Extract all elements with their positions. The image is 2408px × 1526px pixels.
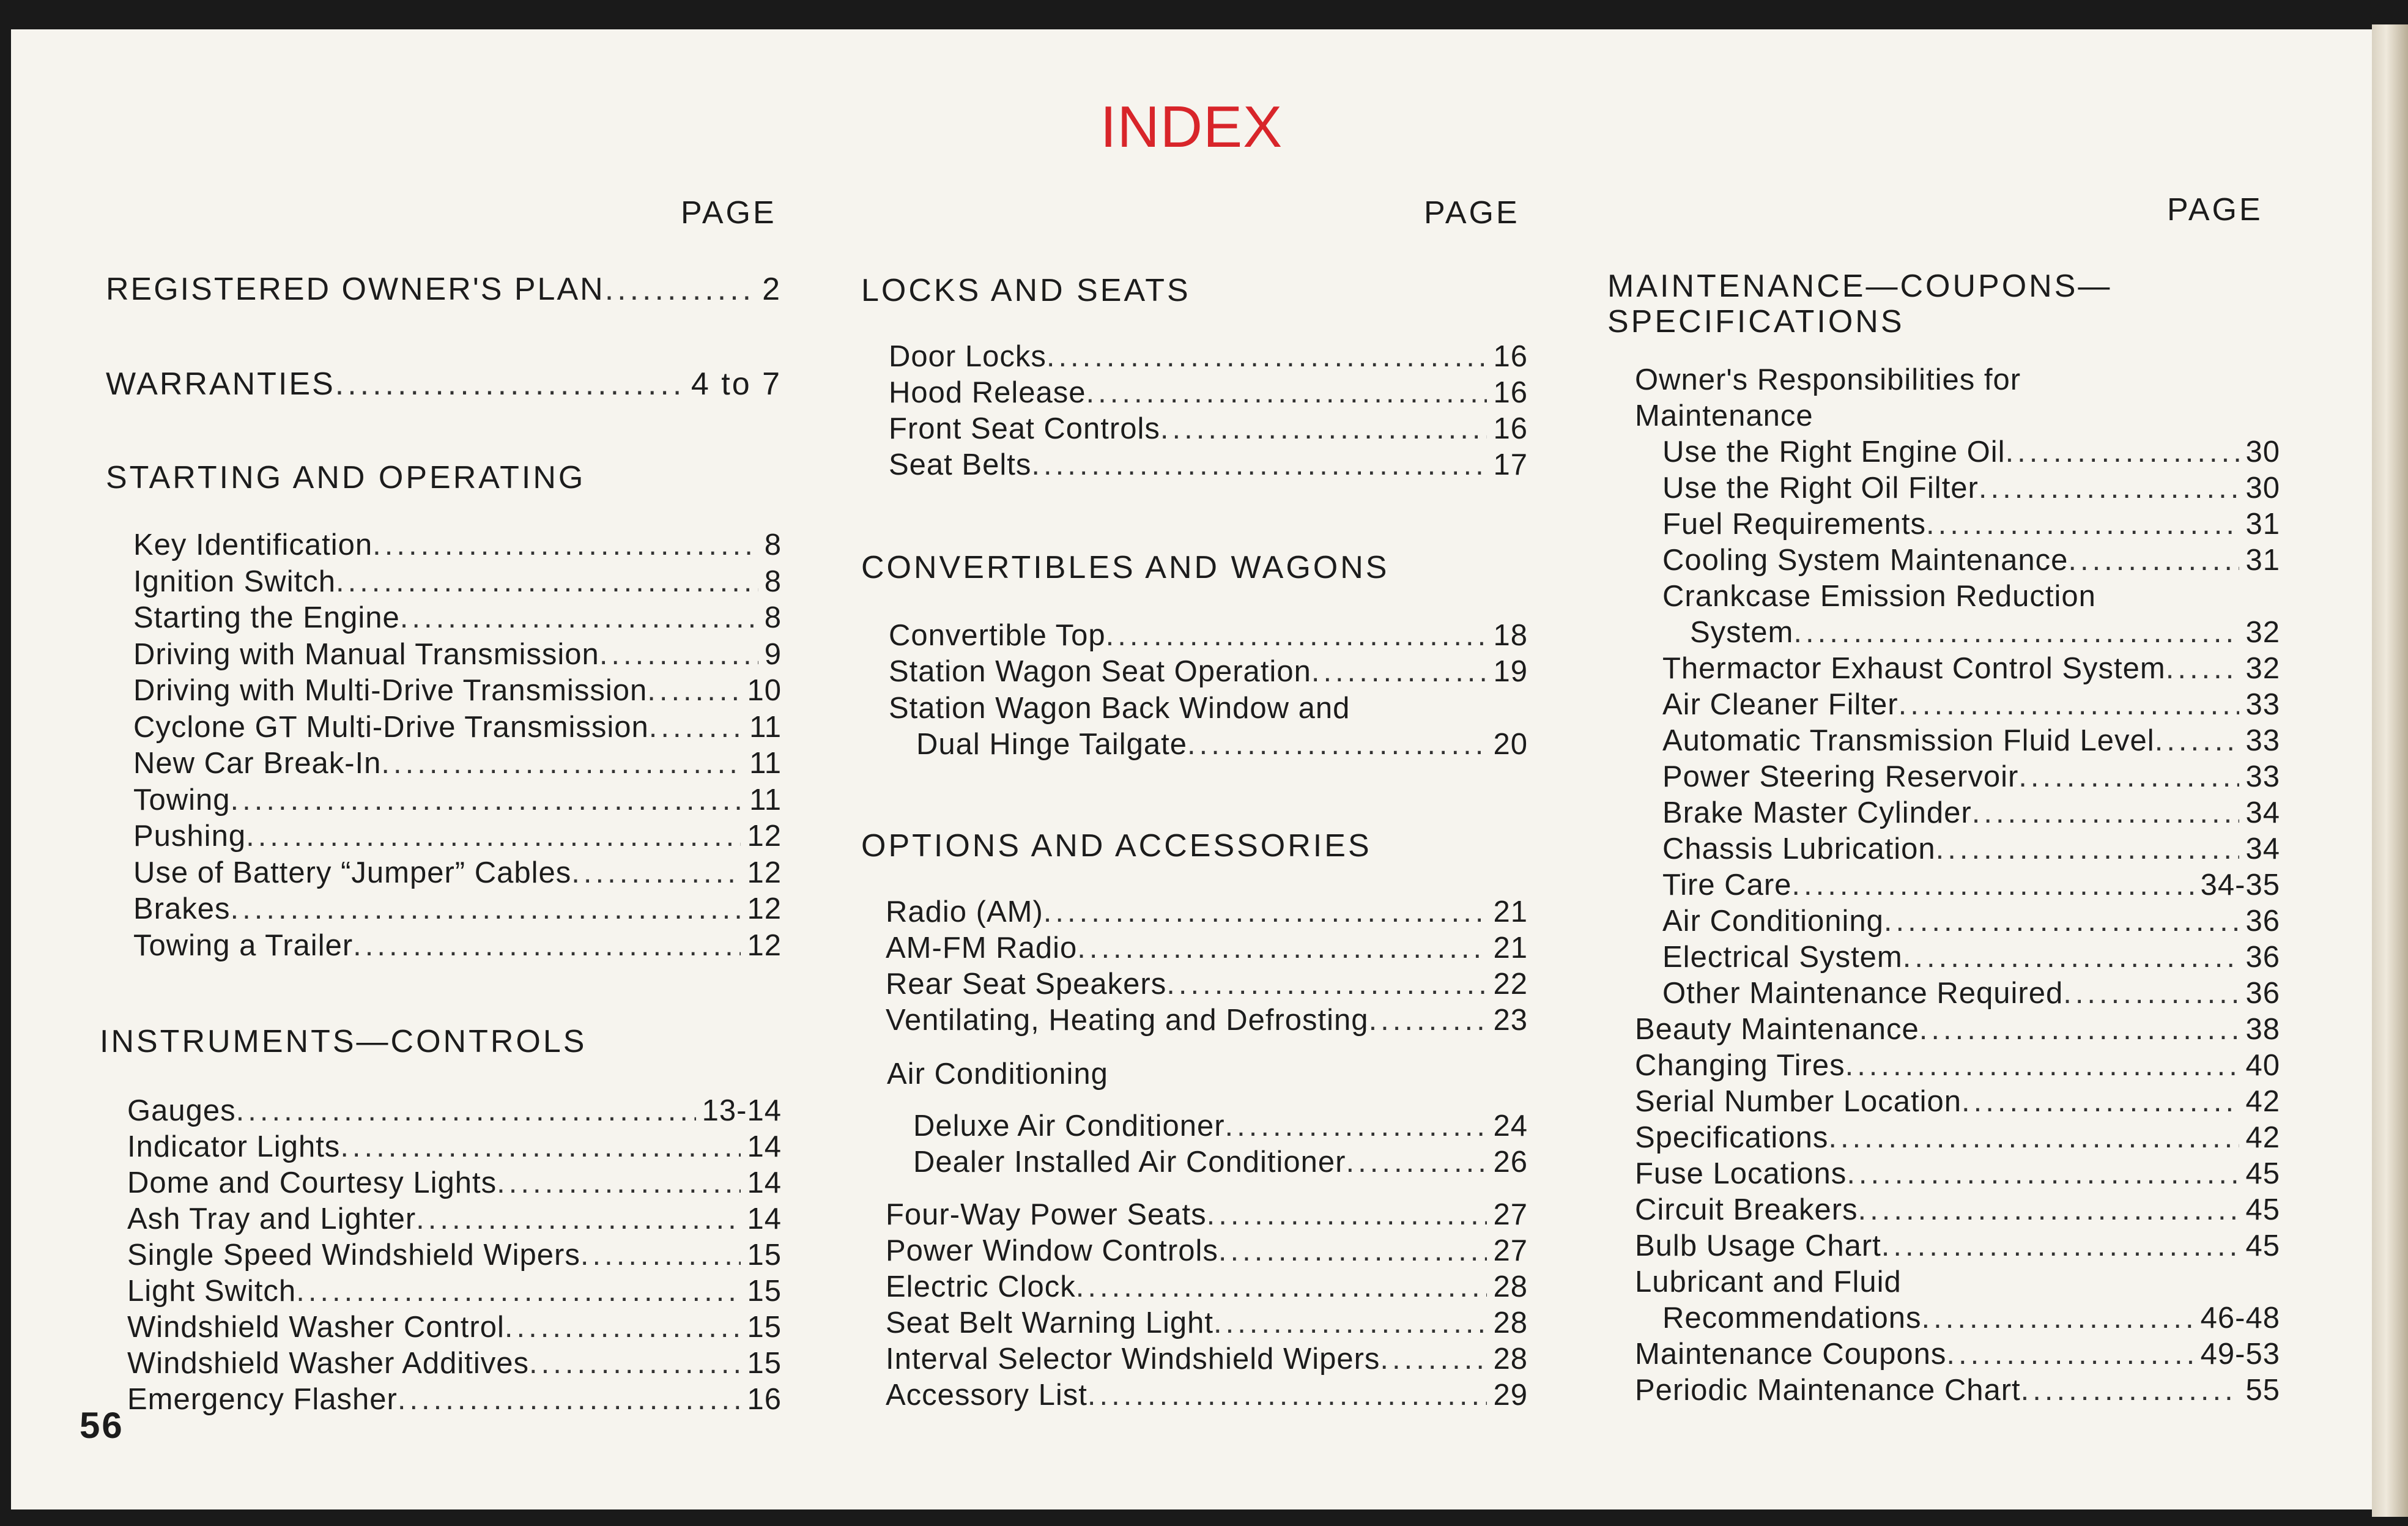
index-entry-page: 34 [2245,796,2280,829]
index-entry-page: 28 [1493,1270,1528,1303]
index-entry-label: Driving with Multi-Drive Transmission [133,674,648,707]
index-entry [1662,760,2280,794]
index-entry [1662,435,2280,469]
index-entry-page: 24 [1493,1109,1528,1143]
index-entry-label: Light Switch [127,1275,297,1308]
index-entry [1662,976,2280,1010]
index-entry-label: Thermactor Exhaust Control System [1662,652,2166,685]
index-entry [1662,940,2280,974]
index-entry [1662,868,2280,902]
index-entry-page: 26 [1493,1146,1528,1179]
index-entry-line: Maintenance [1635,399,1813,432]
index-entry-label: Radio (AM) [886,895,1043,928]
index-entry-label: Fuel Requirements [1662,508,1926,541]
index-entry-page: 14 [747,1130,782,1163]
index-entry-page: 8 [764,528,782,561]
index-entry [886,1003,1528,1037]
index-entry-label: Door Locks [889,340,1047,373]
index-entry-page: 38 [2245,1013,2280,1046]
index-entry-page: 15 [747,1347,782,1380]
index-entry [1662,471,2280,505]
index-entry-page: 30 [2245,472,2280,505]
index-entry-page: 40 [2245,1049,2280,1082]
index-entry-label: Deluxe Air Conditioner [913,1109,1225,1143]
index-entry-page: 16 [1493,340,1528,373]
index-entry-label: Emergency Flasher [127,1383,398,1416]
index-entry-label: Power Steering Reservoir [1662,760,2019,793]
index-entry [1635,1120,2280,1155]
index-entry-page: 12 [747,856,782,889]
section-heading: LOCKS AND SEATS [861,273,1191,308]
index-entry [1662,832,2280,866]
index-entry [1662,543,2280,577]
subsection-heading: Air Conditioning [887,1057,1108,1091]
index-entry [133,928,782,963]
index-entry-label: Cyclone GT Multi-Drive Transmission [133,710,649,744]
index-title: INDEX [1100,94,1283,160]
index-entry [1635,1337,2280,1371]
index-entry-label: Rear Seat Speakers [886,968,1167,1001]
index-entry-label: Ventilating, Heating and Defrosting [886,1004,1369,1037]
index-entry [886,1306,1528,1340]
index-entry-page: 19 [1493,655,1528,688]
index-entry [133,783,782,817]
index-entry-page: 31 [2245,508,2280,541]
index-entry-page: 49-53 [2200,1338,2280,1371]
index-entry [127,1130,782,1164]
index-entry-page: 16 [747,1383,782,1416]
index-entry-page: 11 [749,747,782,780]
index-entry [886,1342,1528,1376]
index-entry-label: Brakes [133,892,231,925]
index-entry-page: 29 [1493,1379,1528,1412]
index-entry [1662,724,2280,758]
index-entry-page: 28 [1493,1343,1528,1376]
index-entry-label: Power Window Controls [886,1234,1218,1267]
page-column-header: PAGE [1424,195,1520,231]
index-entry-page: 36 [2245,941,2280,974]
index-entry: REGISTERED OWNER'S PLAN ..... 2 [106,271,782,308]
index-entry [127,1346,782,1380]
index-entry [1662,507,2280,541]
index-entry-label: Air Conditioning [1662,905,1884,938]
index-entry-label: Air Cleaner Filter [1662,688,1899,721]
index-entry-label: Front Seat Controls [889,412,1160,445]
index-entry-page: 45 [2245,1193,2280,1226]
index-entry-page: 14 [747,1166,782,1199]
index-entry [1635,1229,2280,1263]
index-entry-label: Key Identification [133,528,373,561]
index-entry [127,1094,782,1128]
index-entry [133,673,782,708]
index-entry-page: 45 [2245,1229,2280,1262]
index-entry-line: Station Wagon Back Window and [889,692,1350,725]
index-entry-page: 33 [2245,724,2280,757]
index-entry: WARRANTIES ..... 4 to 7 [106,366,782,402]
index-entry-label: Interval Selector Windshield Wipers [886,1343,1380,1376]
index-entry [133,565,782,599]
index-entry-page: 21 [1493,895,1528,928]
index-entry [1662,687,2280,722]
page-edge [2372,24,2408,1517]
index-entry-label: Bulb Usage Chart [1635,1229,1881,1262]
index-entry [889,376,1528,410]
index-entry-label: Towing [133,783,231,817]
index-entry [133,637,782,672]
index-entry [913,1145,1528,1179]
section-heading: INSTRUMENTS—CONTROLS [100,1024,587,1059]
index-entry-page: 15 [747,1239,782,1272]
section-heading: SPECIFICATIONS [1607,304,1905,339]
index-entry [889,654,1528,689]
index-entry-label: New Car Break-In [133,747,382,780]
index-entry-page: 27 [1493,1198,1528,1231]
index-entry [133,819,782,853]
index-entry-label: Maintenance Coupons [1635,1338,1947,1371]
index-entry: Recommendations ..... 46-48 [1662,1301,2280,1335]
index-entry-label: Seat Belts [889,448,1032,481]
index-entry-label: Hood Release [889,376,1086,409]
index-entry-label: Indicator Lights [127,1130,341,1163]
index-entry-page: 33 [2245,688,2280,721]
index-entry-label: Convertible Top [889,619,1106,652]
index-entry-label: Circuit Breakers [1635,1193,1858,1226]
index-entry [127,1274,782,1308]
index-entry-label: Ignition Switch [133,565,336,598]
index-entry-page: 27 [1493,1234,1528,1267]
index-entry-label: Ash Tray and Lighter [127,1202,417,1235]
index-entry-page: 36 [2245,977,2280,1010]
index-entry [1635,1084,2280,1119]
index-entry-label: Driving with Manual Transmission [133,637,599,671]
index-entry-page: 21 [1493,932,1528,965]
index-entry: System ..... 32 [1690,615,2280,650]
section-heading: OPTIONS AND ACCESSORIES [861,828,1372,864]
index-entry [133,892,782,926]
index-entry-label: Use of Battery “Jumper” Cables [133,856,572,889]
index-entry-label: Gauges [127,1094,236,1127]
index-entry [886,1270,1528,1304]
index-entry-label: Windshield Washer Control [127,1311,505,1344]
index-entry [889,618,1528,653]
index-entry-page: 36 [2245,905,2280,938]
index-entry [127,1310,782,1344]
index-entry [133,601,782,635]
index-entry [889,448,1528,482]
index-entry-page: 23 [1493,1004,1528,1037]
index-entry [886,1234,1528,1268]
index-entry-page: 13-14 [702,1094,782,1127]
index-entry [127,1238,782,1272]
index-entry-label: Chassis Lubrication [1662,832,1936,865]
section-heading: STARTING AND OPERATING [106,460,586,495]
index-entry-line: Owner's Responsibilities for [1635,363,2021,396]
index-entry [1635,1048,2280,1083]
index-entry-page: 10 [747,674,782,707]
page-column-header: PAGE [681,195,777,231]
index-entry-page: 33 [2245,760,2280,793]
index-entry-page: 42 [2245,1085,2280,1118]
index-entry [889,412,1528,446]
index-entry [1635,1373,2280,1407]
index-entry-page: 14 [747,1202,782,1235]
index-entry-page: 16 [1493,412,1528,445]
index-entry-page: 45 [2245,1157,2280,1190]
index-entry-label: Towing a Trailer [133,928,354,962]
index-entry-page: 12 [747,892,782,925]
index-entry-page: 18 [1493,619,1528,652]
index-entry-label: Accessory List [886,1379,1087,1412]
index-entry-page: 42 [2245,1121,2280,1154]
index-entry [886,931,1528,965]
page-number: 56 [80,1405,124,1446]
index-entry-label: AM-FM Radio [886,932,1078,965]
index-entry-page: 16 [1493,376,1528,409]
index-entry-page: 30 [2245,435,2280,469]
index-entry-line: Crankcase Emission Reduction [1662,580,2096,613]
index-entry-label: Four-Way Power Seats [886,1198,1207,1231]
index-entry [886,967,1528,1001]
index-entry [886,895,1528,929]
index-entry-label: Electric Clock [886,1270,1076,1303]
index-entry [889,339,1528,374]
index-entry-page: 28 [1493,1306,1528,1339]
index-entry-page: 9 [764,637,782,671]
index-entry-page: 34 [2245,832,2280,865]
index-entry-page: 32 [2245,652,2280,685]
index-entry-label: Single Speed Windshield Wipers [127,1239,580,1272]
index-entry-label: Brake Master Cylinder [1662,796,1972,829]
index-entry-label: Cooling System Maintenance [1662,544,2069,577]
index-entry-label: Use the Right Engine Oil [1662,435,2006,469]
index-entry-page: 55 [2245,1374,2280,1407]
index-entry-label: Pushing [133,820,246,853]
index-entry-page: 12 [747,820,782,853]
index-entry [1635,1012,2280,1046]
index-entry [133,746,782,780]
index-entry-label: Serial Number Location [1635,1085,1962,1118]
index-entry-page: 12 [747,928,782,962]
index-entry-label: Electrical System [1662,941,1903,974]
index-entry [1662,796,2280,830]
index-entry [133,528,782,562]
index-entry [133,710,782,744]
index-entry [886,1198,1528,1232]
index-entry-label: Starting the Engine [133,601,400,634]
index-entry-page: 11 [749,710,782,744]
index-entry-label: Station Wagon Seat Operation [889,655,1311,688]
index-entry [1662,651,2280,686]
index-entry-page: 8 [764,601,782,634]
index-entry-label: Changing Tires [1635,1049,1845,1082]
index-entry-label: Specifications [1635,1121,1829,1154]
index-entry [1635,1157,2280,1191]
index-entry-label: Beauty Maintenance [1635,1013,1919,1046]
index-entry-label: Tire Care [1662,869,1792,902]
section-heading: CONVERTIBLES AND WAGONS [861,550,1390,585]
index-entry: Dual Hinge Tailgate ..... 20 [916,727,1528,761]
index-entry [127,1166,782,1200]
index-entry [886,1378,1528,1412]
index-entry-label: Dealer Installed Air Conditioner [913,1146,1346,1179]
index-entry [1662,904,2280,938]
index-entry-page: 8 [764,565,782,598]
index-page [11,29,2372,1509]
section-heading: MAINTENANCE—COUPONS— [1607,269,2113,304]
index-entry-page: 15 [747,1311,782,1344]
index-entry-label: Other Maintenance Required [1662,977,2064,1010]
index-entry-label: Windshield Washer Additives [127,1347,530,1380]
index-entry-label: Fuse Locations [1635,1157,1847,1190]
index-entry [127,1382,782,1417]
index-entry-label: Automatic Transmission Fluid Level [1662,724,2155,757]
index-entry-page: 31 [2245,544,2280,577]
index-entry-line: Lubricant and Fluid [1635,1265,1902,1298]
index-entry-label: Dome and Courtesy Lights [127,1166,497,1199]
index-entry [133,856,782,890]
index-entry-label: Seat Belt Warning Light [886,1306,1213,1339]
index-entry-page: 11 [749,783,782,817]
page-column-header: PAGE [2167,192,2263,228]
index-entry-page: 22 [1493,968,1528,1001]
index-entry [1635,1193,2280,1227]
index-entry-page: 17 [1493,448,1528,481]
index-entry-label: Use the Right Oil Filter [1662,472,1979,505]
index-entry-page: 34-35 [2200,869,2280,902]
index-entry-label: Periodic Maintenance Chart [1635,1374,2021,1407]
index-entry [913,1109,1528,1143]
index-entry-page: 15 [747,1275,782,1308]
index-entry [127,1202,782,1236]
